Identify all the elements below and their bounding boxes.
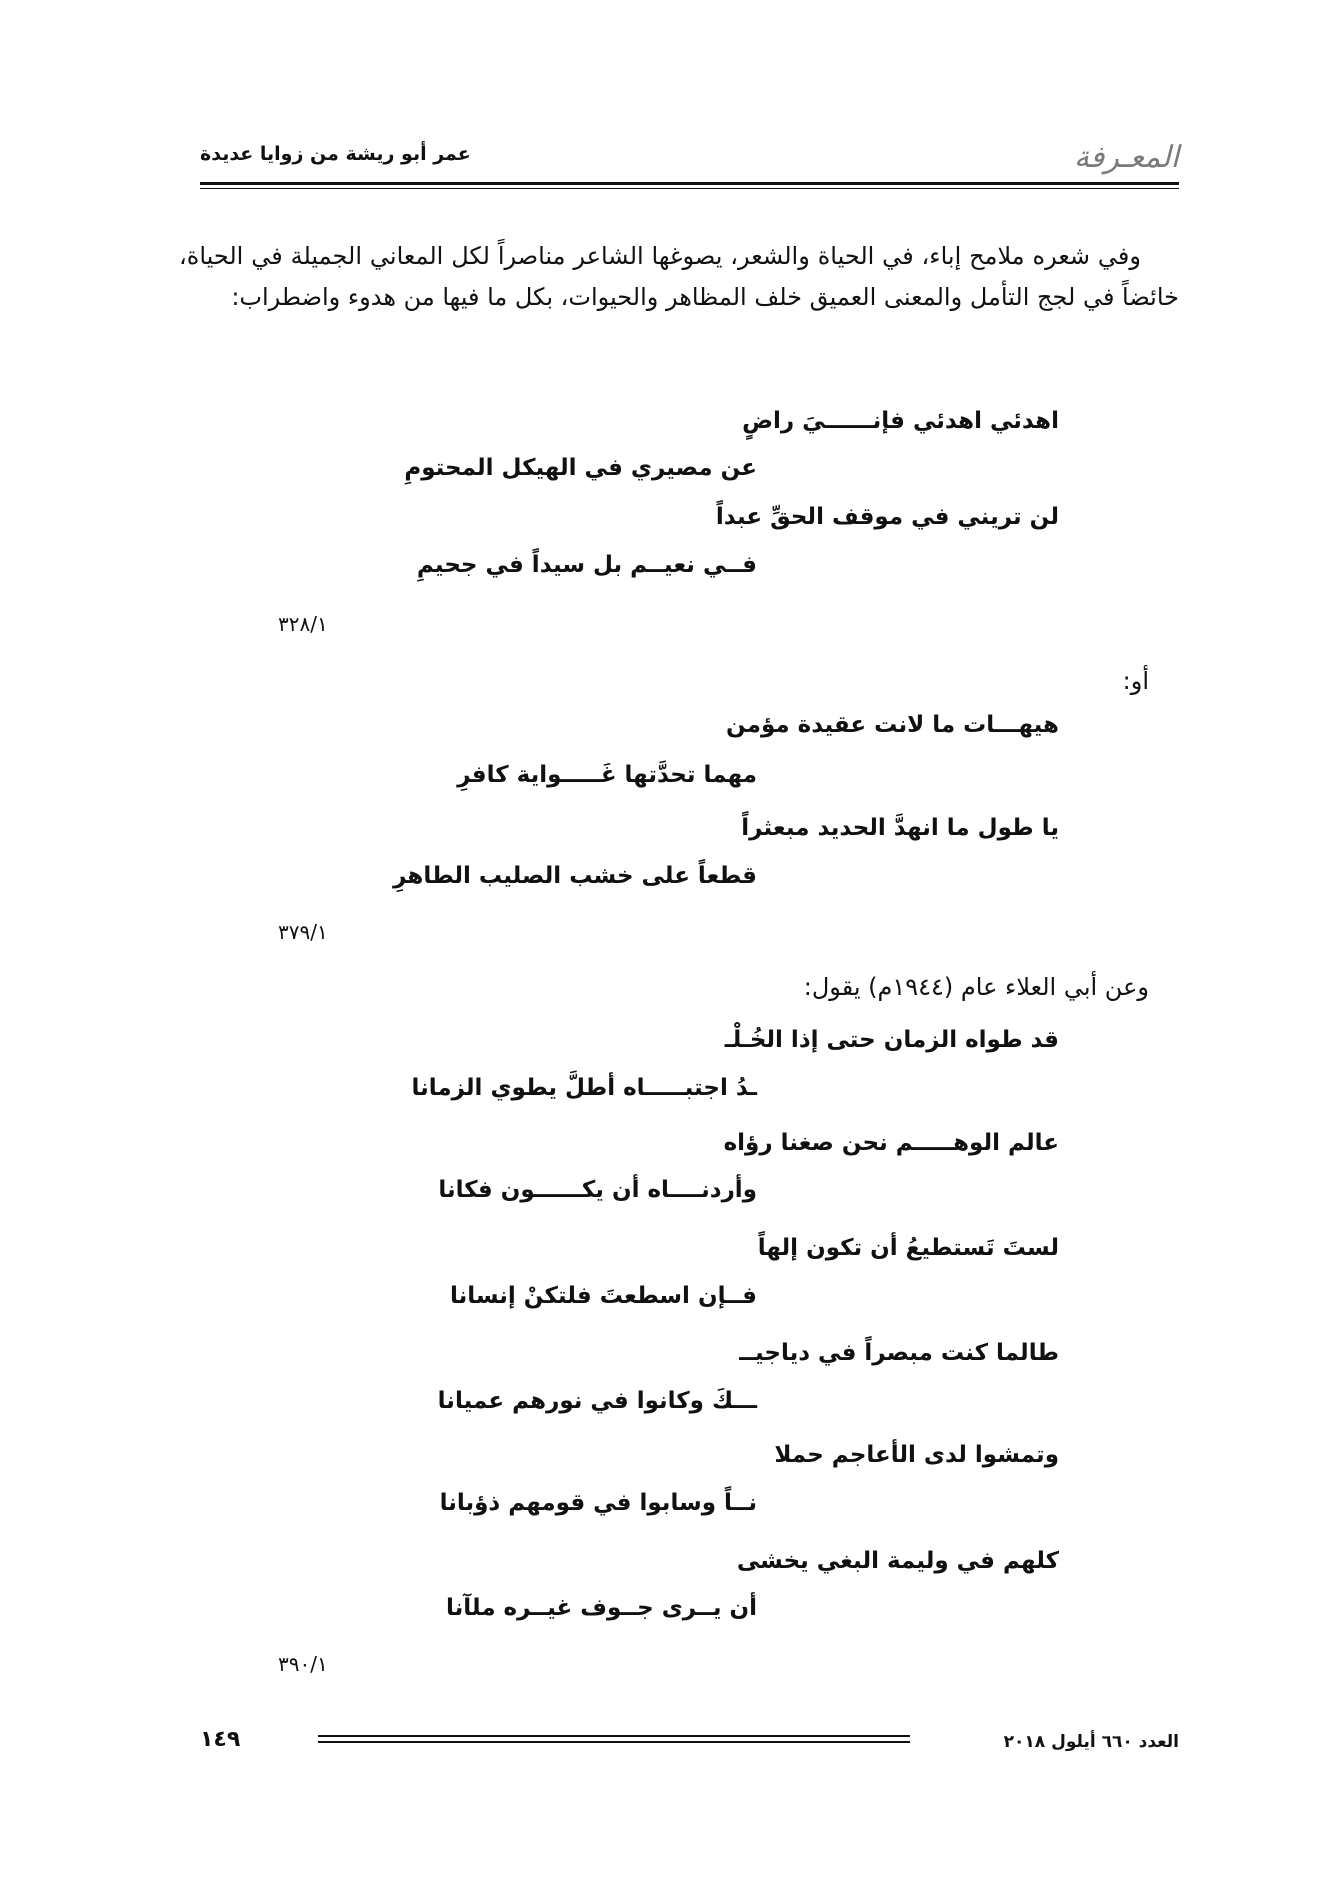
poem3-line-6: فــإن اسطعتَ فلتكنْ إنسانا [449, 1283, 757, 1309]
poem3-line-7: طالما كنت مبصراً في دياجيــ [739, 1340, 1059, 1366]
poem3-line-2: ـدُ اجتبـــــاه أطلَّ يطوي الزمانا [411, 1075, 757, 1101]
running-title: عمر أبو ريشة من زوايا عديدة [200, 143, 471, 165]
poem3-line-5: لستَ تَستطيعُ أن تكون إلهاً [757, 1235, 1059, 1261]
magazine-logo: المعـرفة [1073, 140, 1179, 175]
poem3-line-4: وأردنــــاه أن يكــــــون فكانا [438, 1177, 757, 1203]
poem1-line-3: لن تريني في موقف الحقِّ عبداً [715, 504, 1059, 530]
poem3-line-12: أن يــرى جــوف غيــره ملآنا [446, 1595, 757, 1621]
poem3-line-9: وتمشوا لدى الأعاجم حملا [774, 1442, 1059, 1468]
header-rule-thick [200, 182, 1179, 185]
or-label: أو: [1122, 667, 1149, 695]
poem3-line-11: كلهم في وليمة البغي يخشى [736, 1548, 1059, 1574]
intro-text: وفي شعره ملامح إباء، في الحياة والشعر، يصوغها الشاعر مناصراً لكل المعاني الجميلة في الحياة، خائضاً في لجج التأمل والمعنى العميق خلف المظاهر والحيوات، بكل ما فيها من هدوء واضطراب: [179, 242, 1179, 311]
poem3-line-3: عالم الوهـــــم نحن صغنا رؤاه [723, 1130, 1059, 1156]
page-number: ١٤٩ [200, 1727, 241, 1752]
poem1-line-2: عن مصيري في الهيكل المحتومِ [404, 455, 757, 481]
footer-rule-top [318, 1735, 910, 1737]
poem2-reference: ٣٧٩/١ [278, 920, 328, 944]
issue-info: العدد ٦٦٠ أيلول ٢٠١٨ [1003, 1732, 1179, 1752]
poem3-reference: ٣٩٠/١ [278, 1652, 328, 1676]
poem2-line-4: قطعاً على خشب الصليب الطاهرِ [393, 863, 757, 889]
poem3-line-1: قد طواه الزمان حتى إذا الخُـلْـ [724, 1027, 1059, 1053]
intro-paragraph [179, 236, 1179, 318]
poem2-line-2: مهما تحدَّتها غَـــــواية كافرِ [457, 762, 757, 788]
poem3-line-8: ـــكَ وكانوا في نورهم عميانا [437, 1388, 757, 1414]
poem1-line-4: فــي نعيــم بل سيداً في جحيمِ [416, 552, 757, 578]
header-rule-thin [200, 188, 1179, 189]
poem1-reference: ٣٢٨/١ [278, 612, 328, 636]
poem2-line-3: يا طول ما انهدَّ الحديد مبعثراً [741, 815, 1059, 841]
abu-alala-intro: وعن أبي العلاء عام (١٩٤٤م) يقول: [803, 973, 1149, 1001]
poem2-line-1: هيهـــات ما لانت عقيدة مؤمن [726, 712, 1059, 738]
footer-rule-bottom [318, 1741, 910, 1743]
poem3-line-10: نــاً وسابوا في قومهم ذؤبانا [439, 1490, 757, 1516]
poem1-line-1: اهدئي اهدئي فإنــــــيَ راضٍ [742, 408, 1059, 434]
